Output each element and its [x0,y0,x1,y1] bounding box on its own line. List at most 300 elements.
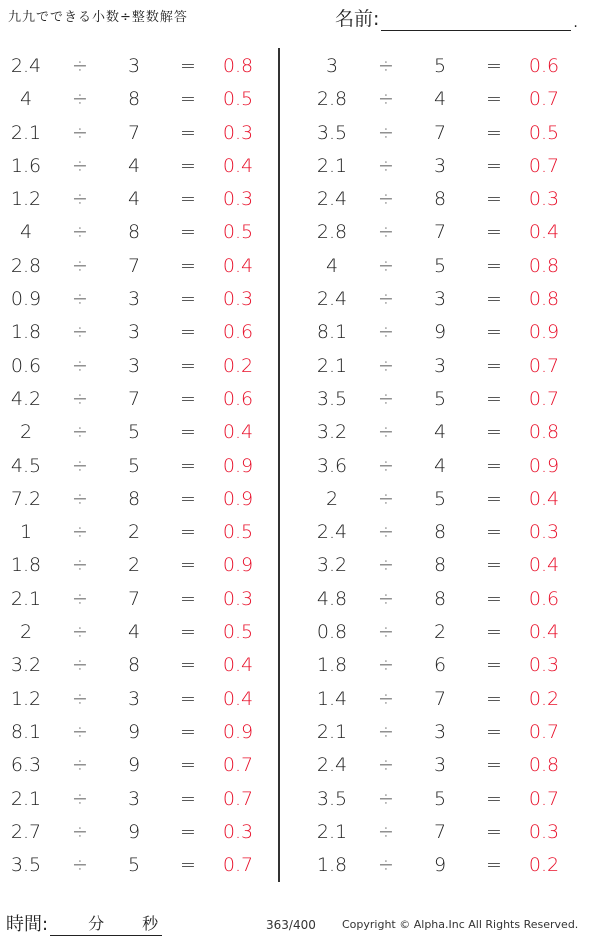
dividend: 2.8 [316,221,348,244]
dividend: 3.2 [316,421,348,444]
dividend: 2.4 [10,55,42,77]
problem-row [306,649,596,682]
equals-sign: = [486,654,502,677]
problem-row [306,383,596,416]
answer: 0.6 [528,587,560,610]
divide-sign: ÷ [72,654,88,677]
problem-row [0,250,290,283]
equals-sign: = [180,854,196,877]
divide-sign: ÷ [72,387,88,410]
equals-sign: = [486,88,502,111]
copyright-notice: Copyright © Alpha.Inc All Rights Reserved. [342,918,579,931]
dividend: 2.1 [316,820,348,843]
divisor: 8 [433,521,447,544]
answer: 0.8 [528,754,560,777]
divide-sign: ÷ [378,487,394,510]
dividend: 2.1 [316,720,348,743]
problem-row [306,416,596,449]
problem-row [0,749,290,782]
answer: 0.7 [528,787,560,810]
dividend: 8.1 [316,321,348,344]
answer: 0.4 [222,687,254,710]
divide-sign: ÷ [72,720,88,743]
equals-sign: = [180,820,196,843]
answer: 0.7 [528,154,560,177]
divide-sign: ÷ [378,820,394,843]
divide-sign: ÷ [72,687,88,710]
dividend: 2 [19,421,33,444]
name-end-mark: . [573,15,578,31]
divide-sign: ÷ [378,221,394,244]
divisor: 7 [433,121,447,144]
equals-sign: = [180,554,196,577]
problem-row [306,516,596,549]
answer: 0.4 [528,554,560,577]
divide-sign: ÷ [378,387,394,410]
equals-sign: = [486,454,502,477]
problem-row [306,350,596,383]
equals-sign: = [180,387,196,410]
dividend: 3.5 [10,854,42,877]
divide-sign: ÷ [378,587,394,610]
equals-sign: = [180,754,196,777]
equals-sign: = [486,854,502,877]
dividend: 2.8 [316,88,348,111]
equals-sign: = [180,221,196,244]
divisor: 5 [433,387,447,410]
equals-sign: = [180,321,196,344]
dividend: 3.6 [316,454,348,477]
equals-sign: = [180,154,196,177]
answer: 0.3 [222,188,254,211]
equals-sign: = [486,521,502,544]
divisor: 3 [433,754,447,777]
divide-sign: ÷ [72,188,88,211]
right-problem-column [306,50,596,882]
divide-sign: ÷ [378,254,394,277]
divide-sign: ÷ [378,754,394,777]
divide-sign: ÷ [378,521,394,544]
answer: 0.4 [222,254,254,277]
equals-sign: = [180,621,196,644]
equals-sign: = [486,820,502,843]
divisor: 8 [433,188,447,211]
equals-sign: = [486,787,502,810]
divisor: 8 [433,554,447,577]
divisor: 5 [433,487,447,510]
problem-row [306,50,596,83]
divisor: 9 [433,854,447,877]
problem-row [0,783,290,816]
divide-sign: ÷ [72,487,88,510]
divisor: 9 [127,754,141,777]
equals-sign: = [486,154,502,177]
dividend: 2.8 [10,254,42,277]
problem-row [306,117,596,150]
dividend: 2.1 [10,787,42,810]
equals-sign: = [180,421,196,444]
equals-sign: = [180,587,196,610]
divisor: 8 [127,654,141,677]
problem-row [306,216,596,249]
dividend: 1.6 [10,154,42,177]
equals-sign: = [180,720,196,743]
equals-sign: = [486,621,502,644]
dividend: 1.8 [10,554,42,577]
divide-sign: ÷ [72,587,88,610]
divisor: 7 [433,221,447,244]
equals-sign: = [180,521,196,544]
dividend: 0.9 [10,288,42,311]
divide-sign: ÷ [378,654,394,677]
problem-row [0,150,290,183]
left-problem-column [0,50,290,882]
dividend: 2.1 [10,587,42,610]
dividend: 3.5 [316,387,348,410]
answer: 0.7 [222,787,254,810]
divisor: 3 [127,687,141,710]
answer: 0.9 [528,321,560,344]
answer: 0.2 [222,354,254,377]
problem-row [306,583,596,616]
answer: 0.9 [222,554,254,577]
problem-row [0,350,290,383]
equals-sign: = [486,288,502,311]
divisor: 9 [433,321,447,344]
problem-row [0,216,290,249]
equals-sign: = [486,387,502,410]
name-label: 名前: [335,8,380,30]
answer: 0.3 [528,654,560,677]
problem-row [0,183,290,216]
answer: 0.9 [528,454,560,477]
problem-row [306,316,596,349]
seconds-unit: 秒 [142,914,159,933]
divide-sign: ÷ [378,554,394,577]
answer: 0.3 [222,820,254,843]
problem-row [306,783,596,816]
divide-sign: ÷ [72,154,88,177]
answer: 0.4 [222,421,254,444]
problem-row [0,83,290,116]
equals-sign: = [486,554,502,577]
equals-sign: = [486,421,502,444]
divisor: 3 [433,354,447,377]
problem-row [306,683,596,716]
problem-row [0,50,290,83]
problem-row [306,450,596,483]
divisor: 6 [433,654,447,677]
divide-sign: ÷ [72,288,88,311]
dividend: 3.2 [316,554,348,577]
answer: 0.5 [222,88,254,111]
equals-sign: = [180,654,196,677]
problem-row [0,483,290,516]
divide-sign: ÷ [72,254,88,277]
equals-sign: = [486,188,502,211]
answer: 0.4 [222,654,254,677]
dividend: 3.5 [316,121,348,144]
dividend: 2.4 [316,754,348,777]
equals-sign: = [180,687,196,710]
divide-sign: ÷ [378,787,394,810]
divisor: 9 [127,720,141,743]
answer: 0.6 [528,55,560,77]
divisor: 3 [127,55,141,77]
problem-row [306,849,596,882]
answer: 0.8 [528,254,560,277]
divide-sign: ÷ [378,321,394,344]
dividend: 2.1 [316,154,348,177]
answer: 0.4 [528,621,560,644]
answer: 0.8 [528,288,560,311]
answer: 0.7 [528,720,560,743]
divisor: 4 [127,621,141,644]
divide-sign: ÷ [378,188,394,211]
equals-sign: = [180,487,196,510]
problem-row [0,283,290,316]
divisor: 7 [127,254,141,277]
minutes-unit: 分 [88,914,105,933]
divide-sign: ÷ [72,121,88,144]
divisor: 5 [433,787,447,810]
dividend: 3.5 [316,787,348,810]
divide-sign: ÷ [378,55,394,77]
divisor: 2 [433,621,447,644]
dividend: 2.1 [10,121,42,144]
divide-sign: ÷ [378,88,394,111]
time-label: 時間: [6,914,49,935]
divisor: 4 [127,154,141,177]
equals-sign: = [486,754,502,777]
problem-row [306,816,596,849]
equals-sign: = [180,354,196,377]
answer: 0.6 [222,387,254,410]
problem-row [306,716,596,749]
divide-sign: ÷ [72,221,88,244]
equals-sign: = [486,55,502,77]
divisor: 3 [127,354,141,377]
dividend: 4.2 [10,387,42,410]
answer: 0.5 [528,121,560,144]
problem-row [306,616,596,649]
dividend: 4.8 [316,587,348,610]
answer: 0.4 [528,221,560,244]
answer: 0.9 [222,720,254,743]
answer: 0.3 [222,587,254,610]
dividend: 2.4 [316,288,348,311]
divide-sign: ÷ [72,421,88,444]
dividend: 2.7 [10,820,42,843]
divisor: 7 [433,687,447,710]
divisor: 3 [433,720,447,743]
problem-row [306,483,596,516]
dividend: 3.2 [10,654,42,677]
divide-sign: ÷ [72,754,88,777]
problem-row [0,416,290,449]
dividend: 4.5 [10,454,42,477]
divisor: 2 [127,521,141,544]
worksheet-title: 九九でできる小数÷整数解答 [8,10,188,25]
divisor: 5 [127,421,141,444]
problem-row [0,450,290,483]
dividend: 1.8 [316,854,348,877]
equals-sign: = [486,687,502,710]
divisor: 7 [127,587,141,610]
answer: 0.3 [528,188,560,211]
answer: 0.5 [222,221,254,244]
problem-row [0,383,290,416]
answer: 0.3 [528,521,560,544]
divisor: 7 [127,387,141,410]
divisor: 3 [127,288,141,311]
page-number: 363/400 [266,918,316,932]
problem-row [0,649,290,682]
equals-sign: = [486,121,502,144]
dividend: 2.1 [316,354,348,377]
dividend: 1.8 [316,654,348,677]
answer: 0.3 [222,288,254,311]
problem-row [0,849,290,882]
divide-sign: ÷ [378,288,394,311]
answer: 0.7 [222,854,254,877]
dividend: 1.2 [10,687,42,710]
answer: 0.8 [528,421,560,444]
answer: 0.2 [528,854,560,877]
answer: 0.6 [222,321,254,344]
divide-sign: ÷ [72,521,88,544]
divide-sign: ÷ [72,854,88,877]
divide-sign: ÷ [378,621,394,644]
divide-sign: ÷ [72,787,88,810]
equals-sign: = [180,254,196,277]
time-blank-line[interactable] [50,913,162,936]
equals-sign: = [486,321,502,344]
name-field[interactable] [335,4,578,31]
equals-sign: = [486,354,502,377]
dividend: 3 [325,55,339,77]
problem-row [0,816,290,849]
divisor: 5 [127,454,141,477]
divide-sign: ÷ [378,687,394,710]
answer: 0.4 [528,487,560,510]
dividend: 1.2 [10,188,42,211]
divide-sign: ÷ [378,454,394,477]
divide-sign: ÷ [378,354,394,377]
dividend: 4 [325,254,339,277]
dividend: 6.3 [10,754,42,777]
dividend: 7.2 [10,487,42,510]
divisor: 8 [433,587,447,610]
equals-sign: = [486,720,502,743]
divide-sign: ÷ [378,421,394,444]
equals-sign: = [180,288,196,311]
divisor: 9 [127,820,141,843]
dividend: 2 [19,621,33,644]
answer: 0.9 [222,454,254,477]
dividend: 0.8 [316,621,348,644]
divisor: 4 [127,188,141,211]
divide-sign: ÷ [72,88,88,111]
dividend: 2 [325,487,339,510]
divisor: 3 [433,154,447,177]
equals-sign: = [180,188,196,211]
answer: 0.7 [528,88,560,111]
divisor: 5 [433,55,447,77]
problem-row [306,250,596,283]
equals-sign: = [180,454,196,477]
divide-sign: ÷ [72,354,88,377]
answer: 0.7 [528,354,560,377]
equals-sign: = [180,787,196,810]
divisor: 4 [433,454,447,477]
problem-row [0,549,290,582]
equals-sign: = [486,221,502,244]
problem-row [0,583,290,616]
equals-sign: = [180,121,196,144]
equals-sign: = [486,487,502,510]
problem-row [306,549,596,582]
divisor: 7 [433,820,447,843]
divisor: 5 [433,254,447,277]
dividend: 1.8 [10,321,42,344]
dividend: 0.6 [10,354,42,377]
divide-sign: ÷ [72,820,88,843]
equals-sign: = [486,254,502,277]
divide-sign: ÷ [72,621,88,644]
dividend: 4 [19,221,33,244]
answer: 0.5 [222,621,254,644]
problem-row [0,316,290,349]
divisor: 8 [127,221,141,244]
divide-sign: ÷ [378,854,394,877]
answer: 0.2 [528,687,560,710]
dividend: 4 [19,88,33,111]
divisor: 3 [433,288,447,311]
divisor: 4 [433,421,447,444]
dividend: 1.4 [316,687,348,710]
answer: 0.9 [222,487,254,510]
divisor: 8 [127,487,141,510]
time-field [6,910,162,936]
dividend: 8.1 [10,720,42,743]
equals-sign: = [180,88,196,111]
divide-sign: ÷ [378,121,394,144]
divide-sign: ÷ [378,720,394,743]
problem-row [306,283,596,316]
answer: 0.7 [528,387,560,410]
divisor: 3 [127,787,141,810]
dividend: 2.4 [316,188,348,211]
divide-sign: ÷ [378,154,394,177]
divisor: 3 [127,321,141,344]
answer: 0.7 [222,754,254,777]
divide-sign: ÷ [72,554,88,577]
problem-row [0,616,290,649]
divide-sign: ÷ [72,55,88,77]
equals-sign: = [486,587,502,610]
answer: 0.3 [222,121,254,144]
divisor: 2 [127,554,141,577]
answer: 0.8 [222,55,254,77]
name-blank-line[interactable] [381,12,571,31]
equals-sign: = [180,55,196,77]
answer: 0.5 [222,521,254,544]
problem-row [306,150,596,183]
problem-row [0,683,290,716]
dividend: 1 [19,521,33,544]
divisor: 8 [127,88,141,111]
